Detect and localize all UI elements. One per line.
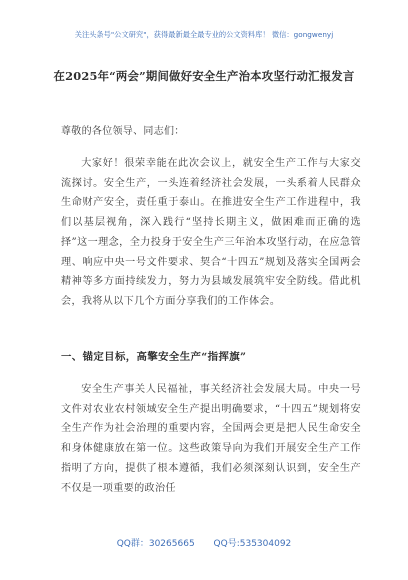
salutation: 尊敬的各位领导、同志们：	[61, 126, 185, 137]
header-banner: 关注头条号"公文研究"，获得最新最全最专业的公文资料库！ 微信：gongwenyj	[74, 30, 334, 39]
qq-number-text: QQ号:535304092	[213, 539, 292, 549]
qq-group-text: QQ群：30265665	[116, 539, 195, 549]
section-heading: 一、锚定目标，高擎安全生产“指挥旗”	[61, 351, 247, 363]
paragraph-intro: 大家好！很荣幸能在此次会议上，就安全生产工作与大家交流探讨。安全生产，一头连着经济社会发展，一头系着人民群众生命财产安全，责任重于泰山。在推进安全生产工作进程中，我们以基层视角，深入践行“坚持长期主义，做困难而正确的选择”这一理念，全力投身于安全生产三年治本攻坚行动，在应急管理、响应中央一号文件要求、契合“十四五”规划及落实全国两会精神等多方面持续发力，努力为县域发展筑牢安全防线。借此机会，我将从以下几个方面分享我们的工作体会。	[61, 158, 361, 307]
footer-contact	[0, 536, 408, 549]
paragraph-section1: 安全生产事关人民福祉，事关经济社会发展大局。中央一号文件对农业农村领域安全生产提出明确要求，“十四五”规划将安全生产作为社会治理的重要内容，全国两会更是把人民生命安全和身体健康放在第一位。这些政策导向为我们开展安全生产工作指明了方向，提供了根本遵循，我们必须深刻认识到，安全生产不仅是一项重要的政治任	[61, 384, 361, 494]
document-title: 在2025年“两会”期间做好安全生产治本攻坚行动汇报发言	[53, 69, 355, 83]
